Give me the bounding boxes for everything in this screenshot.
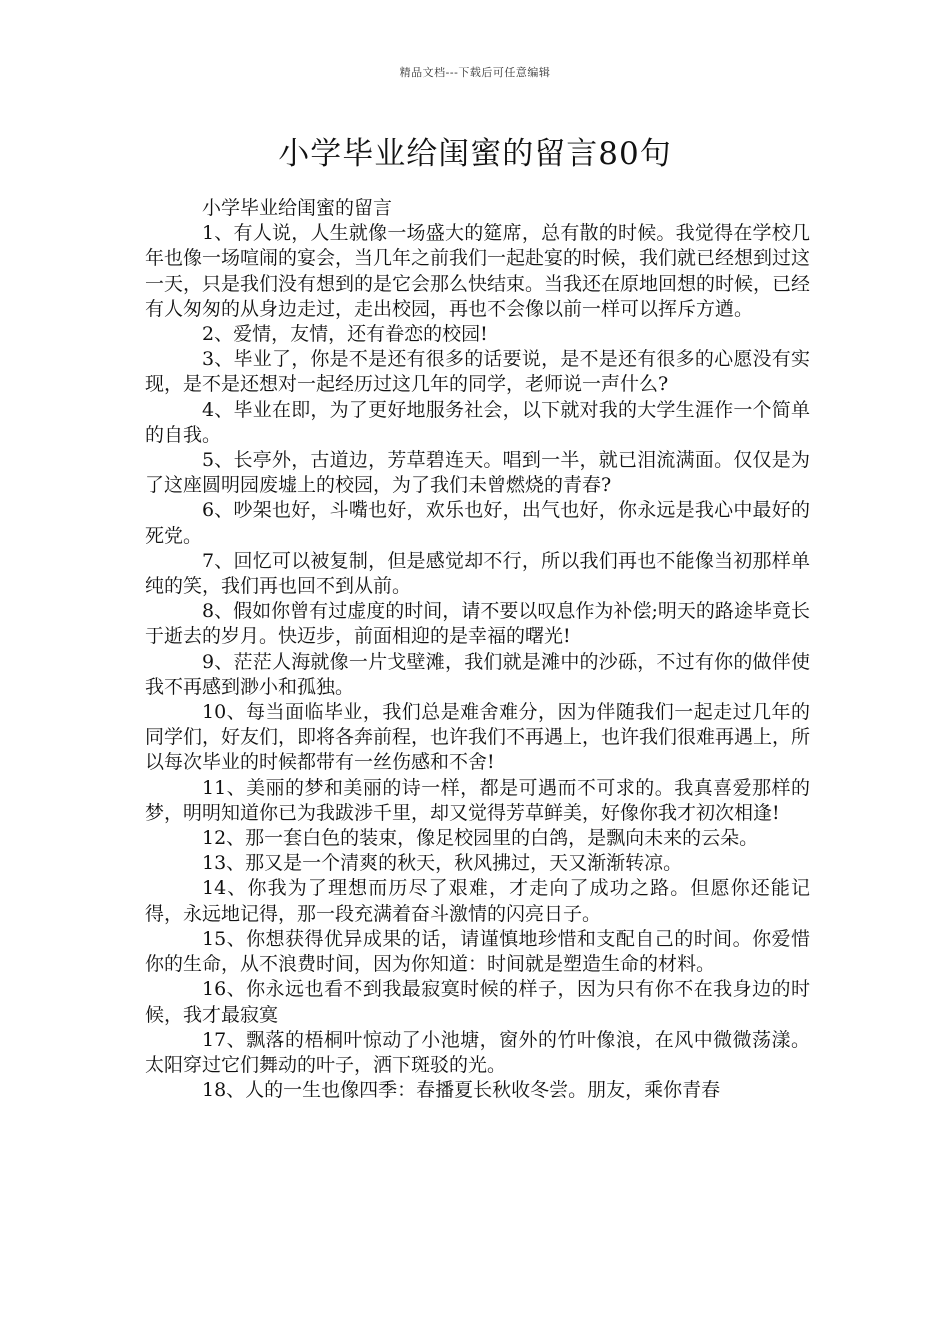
paragraph-12: 12、那一套白色的装束，像足校园里的白鸽，是飘向未来的云朵。 (202, 827, 759, 850)
paragraph-5: 5、长亭外，古道边，芳草碧连天。唱到一半，就已泪流满面。仅仅是为了这座圆明园废墟上的校园，为了我们未曾燃烧的青春? (145, 449, 810, 497)
paragraph-2: 2、爱情，友情，还有眷恋的校园! (202, 323, 488, 346)
paragraph-9: 9、茫茫人海就像一片戈壁滩，我们就是滩中的沙砾，不过有你的做伴使我不再感到渺小和孤独。 (145, 650, 810, 698)
paragraph-17: 17、飘落的梧桐叶惊动了小池塘，窗外的竹叶像浪，在风中微微荡漾。太阳穿过它们舞动的叶子，洒下斑驳的光。 (145, 1028, 810, 1076)
header-note: 精品文档---下载后可任意编辑 (399, 66, 551, 79)
paragraph-10: 10、每当面临毕业，我们总是难舍难分，因为伴随我们一起走过几年的同学们，好友们，即将各奔前程，也许我们不再遇上，也许我们很难再遇上，所以每次毕业的时候都带有一丝伤感和不舍! (145, 701, 811, 774)
document-title: 小学毕业给闺蜜的留言80句 (278, 136, 672, 172)
paragraph-18: 18、人的一生也像四季：春播夏长秋收冬尝。朋友，乘你青春 (202, 1079, 721, 1102)
paragraph-15: 15、你想获得优异成果的话，请谨慎地珍惜和支配自己的时间。你爱惜你的生命，从不浪费时间，因为你知道：时间就是塑造生命的材料。 (145, 927, 810, 976)
paragraph-13: 13、那又是一个清爽的秋天，秋风拂过，天又渐渐转凉。 (202, 852, 683, 875)
paragraph-11: 11、美丽的梦和美丽的诗一样，都是可遇而不可求的。我真喜爱那样的梦，明明知道你已为我跋涉千里，却又觉得芳草鲜美，好像你我才初次相逢! (145, 776, 810, 824)
paragraph-4: 4、毕业在即，为了更好地服务社会，以下就对我的大学生涯作一个简单的自我。 (145, 398, 810, 446)
paragraph-14: 14、你我为了理想而历尽了艰难，才走向了成功之路。但愿你还能记得，永远地记得，那一段充满着奋斗激情的闪亮日子。 (145, 877, 810, 925)
paragraph-6: 6、吵架也好，斗嘴也好，欢乐也好，出气也好，你永远是我心中最好的死党。 (145, 499, 810, 547)
document-body (145, 196, 810, 1103)
paragraph-7: 7、回忆可以被复制，但是感觉却不行，所以我们再也不能像当初那样单纯的笑，我们再也回不到从前。 (145, 549, 810, 598)
paragraph-3: 3、毕业了，你是不是还有很多的话要说，是不是还有很多的心愿没有实现，是不是还想对一起经历过这几年的同学，老师说一声什么? (145, 348, 810, 396)
section-subtitle: 小学毕业给闺蜜的留言 (202, 197, 393, 219)
paragraph-1: 1、有人说，人生就像一场盛大的筵席，总有散的时候。我觉得在学校几年也像一场喧闹的宴会，当几年之前我们一起赴宴的时候，我们就已经想到过这一天，只是我们没有想到的是它会那么快结束。当我还在原地回想的时候，已经有人匆匆的从身边走过，走出校园，再也不会像以前一样可以挥斥方遒。 (145, 222, 811, 320)
paragraph-8: 8、假如你曾有过虚度的时间，请不要以叹息作为补偿;明天的路途毕竟长于逝去的岁月。快迈步，前面相迎的是幸福的曙光! (145, 600, 810, 648)
paragraph-16: 16、你永远也看不到我最寂寞时候的样子，因为只有你不在我身边的时候，我才最寂寞 (145, 978, 810, 1026)
